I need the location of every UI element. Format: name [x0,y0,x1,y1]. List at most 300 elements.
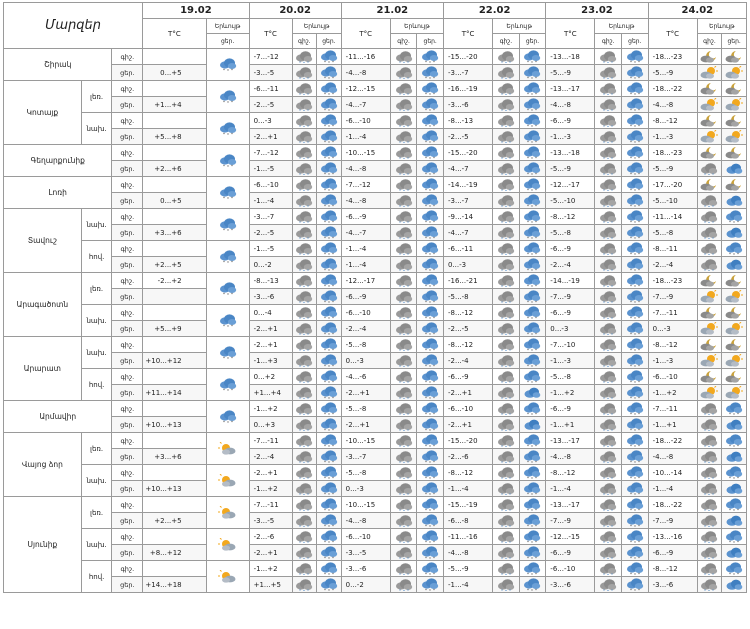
cloud-snow-icon [417,113,444,129]
moon-cloud-icon [722,337,747,353]
temp-20: -6...-10 [249,177,292,193]
cloud-snow-icon [519,193,546,209]
cloud-snow-icon [697,161,722,177]
forecast-row [4,161,747,177]
cloud-snow-icon [292,209,317,225]
sun-cloud-icon [722,321,747,337]
sun-cloud-icon [722,353,747,369]
cloud-snow-icon [622,433,649,449]
forecast-row [4,465,747,481]
cloud-snow-icon [493,497,520,513]
forecast-row [4,49,747,65]
cloud-snow-icon [417,561,444,577]
cloud-snow-icon [417,513,444,529]
temp-22: -2...-5 [443,321,492,337]
temp-19: +2...+6 [143,161,206,177]
temp-21: -6...-10 [341,305,390,321]
temp-22: -2...+1 [443,385,492,401]
cloud-snow-icon [595,369,622,385]
moon-cloud-icon [722,113,747,129]
temp-23: -12...-15 [546,529,595,545]
cloud-snow-icon [417,449,444,465]
cloud-snow-icon [390,321,417,337]
cloud-snow-icon [622,305,649,321]
temp-23: -5...-9 [546,65,595,81]
subregion-name: լեռ. [81,433,112,465]
cloud-snow-icon [722,465,747,481]
region-name: Արմավիր [4,401,112,433]
subregion-name: նախ. [81,113,112,145]
cloud-snow-icon [595,401,622,417]
temp-22: -16...-19 [443,81,492,97]
temp-22: -5...-8 [443,289,492,305]
temp-22: -9...-14 [443,209,492,225]
cloud-snow-icon [417,241,444,257]
cloud-snow-icon [519,401,546,417]
cloud-snow-icon [493,177,520,193]
temp-20: -2...-5 [249,225,292,241]
temp-19 [143,177,206,193]
cloud-snow-icon [417,337,444,353]
cloud-snow-icon [292,161,317,177]
cloud-snow-icon [595,305,622,321]
temp-24: -5...-10 [648,193,697,209]
temp-19 [143,209,206,225]
cloud-snow-icon [390,433,417,449]
cloud-snow-icon [317,145,342,161]
cloud-snow-icon [722,401,747,417]
temp-24: -3...-6 [648,577,697,593]
moon-cloud-icon [722,49,747,65]
night-subheader: գիշ. [595,34,622,49]
cloud-snow-icon [622,449,649,465]
day-subheader: ցեր. [722,34,747,49]
temp-21: -5...-8 [341,337,390,353]
temp-23: -2...-4 [546,257,595,273]
cloud-snow-icon [622,177,649,193]
cloud-snow-icon [493,209,520,225]
cloud-snow-icon [493,113,520,129]
cloud-snow-icon [493,449,520,465]
cloud-snow-icon [292,81,317,97]
cloud-snow-icon [417,353,444,369]
cloud-snow-icon [206,305,249,337]
subregion-name: հով. [81,369,112,401]
cloud-snow-icon [622,481,649,497]
forecast-row [4,577,747,593]
cloud-snow-icon [292,369,317,385]
moon-cloud-icon [722,305,747,321]
forecast-row [4,545,747,561]
temp-22: -4...-7 [443,225,492,241]
cloud-snow-icon [595,449,622,465]
temp-20: -3...-5 [249,65,292,81]
temp-20: -7...-12 [249,49,292,65]
cloud-snow-icon [206,401,249,433]
temp-21: -5...-8 [341,465,390,481]
cloud-snow-icon [595,417,622,433]
cloud-snow-icon [595,241,622,257]
cloud-snow-icon [519,577,546,593]
cloud-snow-icon [390,193,417,209]
temp-19: 0...+5 [143,193,206,209]
temp-21: -4...-7 [341,97,390,113]
subregion-name: հով. [81,561,112,593]
cloud-snow-icon [697,481,722,497]
cloud-snow-icon [622,353,649,369]
cloud-snow-icon [317,49,342,65]
cloud-snow-icon [519,353,546,369]
cloud-snow-icon [595,353,622,369]
temp-20: +1...+5 [249,577,292,593]
cloud-snow-icon [317,385,342,401]
cloud-snow-icon [493,241,520,257]
temp-23: 0...-3 [546,321,595,337]
temp-22: -2...-4 [443,353,492,369]
temp-24: -7...-9 [648,289,697,305]
temp-19: +1...+4 [143,97,206,113]
temp-19 [143,49,206,65]
cloud-snow-icon [292,401,317,417]
temp-21: -4...-6 [341,369,390,385]
cloud-snow-icon [595,161,622,177]
forecast-row [4,65,747,81]
region-name: Շիրակ [4,49,112,81]
temp-20: -2...-5 [249,97,292,113]
cloud-icon [519,417,546,433]
moon-cloud-icon [697,113,722,129]
cloud-snow-icon [493,129,520,145]
sun-cloud-icon [697,129,722,145]
temp-23: -6...-9 [546,401,595,417]
moon-cloud-icon [697,305,722,321]
temp-24: -6...-9 [648,545,697,561]
temp-24: -18...-22 [648,433,697,449]
night-subheader: գիշ. [390,34,417,49]
temp-22: -3...-7 [443,65,492,81]
time-of-day: ցեր. [112,289,143,305]
temp-23: -13...-17 [546,433,595,449]
cloud-snow-icon [292,337,317,353]
cloud-snow-icon [417,289,444,305]
temp-22: -4...-8 [443,545,492,561]
cloud-snow-icon [292,465,317,481]
temp-23: -6...-9 [546,113,595,129]
forecast-row [4,113,747,129]
cloud-snow-icon [595,145,622,161]
temp-21: -4...-8 [341,513,390,529]
cloud-snow-icon [292,385,317,401]
cloud-snow-icon [622,209,649,225]
temp-21: 0...-3 [341,481,390,497]
temp-21: -12...-15 [341,81,390,97]
phenomenon-header: Երևույթ [292,19,341,34]
temp-22: -15...-20 [443,145,492,161]
cloud-snow-icon [519,513,546,529]
cloud-snow-icon [493,337,520,353]
cloud-snow-icon [390,529,417,545]
cloud-snow-icon [390,577,417,593]
cloud-snow-icon [417,385,444,401]
temp-22: -11...-16 [443,529,492,545]
cloud-snow-icon [417,465,444,481]
phenomenon-header: Երևույթ [206,19,249,34]
cloud-icon [722,545,747,561]
temp-23: -1...-3 [546,353,595,369]
forecast-row [4,529,747,545]
sun-cloud-icon [206,433,249,465]
region-name: Արարատ [4,337,82,401]
temp-19: +5...+9 [143,321,206,337]
forecast-row [4,385,747,401]
temp-21: -12...-17 [341,273,390,289]
temp-19: +11...+14 [143,385,206,401]
cloud-snow-icon [417,401,444,417]
cloud-snow-icon [390,481,417,497]
temp-21: -6...-9 [341,289,390,305]
time-of-day: ցեր. [112,193,143,209]
cloud-snow-icon [595,513,622,529]
temp-22: -15...-20 [443,49,492,65]
cloud-snow-icon [519,561,546,577]
time-of-day: ցեր. [112,481,143,497]
cloud-snow-icon [493,401,520,417]
cloud-snow-icon [317,481,342,497]
temp-22: -16...-21 [443,273,492,289]
cloud-snow-icon [390,353,417,369]
night-subheader: գիշ. [292,34,317,49]
time-of-day: գիշ. [112,369,143,385]
subregion-name: նախ. [81,337,112,369]
cloud-snow-icon [622,561,649,577]
cloud-snow-icon [622,129,649,145]
temp-24: -5...-8 [648,225,697,241]
cloud-snow-icon [519,337,546,353]
moon-cloud-icon [697,369,722,385]
cloud-snow-icon [206,337,249,369]
phenomenon-header: Երևույթ [595,19,648,34]
cloud-snow-icon [292,353,317,369]
temp-24: -2...-4 [648,257,697,273]
cloud-snow-icon [317,289,342,305]
cloud-snow-icon [390,497,417,513]
temp-21: -2...-4 [341,321,390,337]
forecast-row [4,145,747,161]
cloud-snow-icon [697,209,722,225]
cloud-snow-icon [390,129,417,145]
temp-19 [143,289,206,305]
temp-24: -6...-10 [648,369,697,385]
cloud-snow-icon [317,209,342,225]
temp-22: -8...-12 [443,305,492,321]
temp-23: -5...-8 [546,369,595,385]
cloud-snow-icon [519,49,546,65]
forecast-row [4,193,747,209]
cloud-snow-icon [390,305,417,321]
cloud-snow-icon [493,433,520,449]
temp-23: -8...-12 [546,209,595,225]
cloud-snow-icon [493,305,520,321]
cloud-snow-icon [697,497,722,513]
cloud-snow-icon [595,385,622,401]
temp-22: -2...+1 [443,417,492,433]
temp-21: -5...-8 [341,401,390,417]
cloud-snow-icon [622,545,649,561]
time-of-day: գիշ. [112,241,143,257]
time-of-day: ցեր. [112,577,143,593]
time-of-day: գիշ. [112,177,143,193]
temp-19 [143,241,206,257]
temp-19 [143,305,206,321]
temp-19: +10...+13 [143,481,206,497]
forecast-table [3,2,747,593]
cloud-snow-icon [622,193,649,209]
temp-19: +3...+6 [143,449,206,465]
forecast-row [4,305,747,321]
cloud-snow-icon [519,161,546,177]
temp-19 [143,145,206,161]
temp-23: -6...-9 [546,241,595,257]
cloud-icon [722,225,747,241]
region-name: Լոռի [4,177,112,209]
cloud-snow-icon [493,481,520,497]
cloud-snow-icon [697,257,722,273]
cloud-snow-icon [317,305,342,321]
cloud-snow-icon [292,65,317,81]
cloud-snow-icon [595,193,622,209]
temp-24: -7...-9 [648,513,697,529]
temp-24: -8...-11 [648,241,697,257]
cloud-snow-icon [595,321,622,337]
temp-20: 0...+3 [249,417,292,433]
temp-22: -2...-6 [443,449,492,465]
cloud-snow-icon [390,417,417,433]
temp-24: -13...-16 [648,529,697,545]
cloud-snow-icon [622,337,649,353]
forecast-row [4,257,747,273]
cloud-snow-icon [417,545,444,561]
temp-19: +10...+13 [143,417,206,433]
cloud-snow-icon [622,225,649,241]
phenomenon-header: Երևույթ [390,19,443,34]
temp-20: -1...+2 [249,561,292,577]
cloud-snow-icon [292,273,317,289]
temp-20: -2...+1 [249,321,292,337]
temp-21: -2...+1 [341,417,390,433]
temp-header: T°C [143,19,206,49]
cloud-snow-icon [292,257,317,273]
cloud-snow-icon [317,561,342,577]
temp-23: -5...-9 [546,161,595,177]
forecast-row [4,81,747,97]
cloud-snow-icon [417,225,444,241]
forecast-row [4,449,747,465]
cloud-snow-icon [317,401,342,417]
time-of-day: գիշ. [112,209,143,225]
cloud-snow-icon [317,353,342,369]
cloud-snow-icon [697,449,722,465]
temp-24: -17...-20 [648,177,697,193]
forecast-row [4,337,747,353]
temp-24: -18...-22 [648,497,697,513]
temp-19: +2...+5 [143,257,206,273]
cloud-snow-icon [317,577,342,593]
subregion-name: նախ. [81,465,112,497]
cloud-snow-icon [595,465,622,481]
time-of-day: ցեր. [112,321,143,337]
cloud-icon [519,385,546,401]
temp-22: -5...-9 [443,561,492,577]
cloud-snow-icon [697,193,722,209]
cloud-snow-icon [292,97,317,113]
temp-22: 0...-3 [443,257,492,273]
region-name: Վայոց ձոր [4,433,82,497]
temp-21: -4...-7 [341,225,390,241]
cloud-snow-icon [317,225,342,241]
cloud-snow-icon [722,209,747,225]
cloud-snow-icon [390,177,417,193]
temp-20: -3...-7 [249,209,292,225]
temp-19: +5...+8 [143,129,206,145]
cloud-snow-icon [519,209,546,225]
temp-23: -6...-10 [546,561,595,577]
temp-24: 0...-3 [648,321,697,337]
cloud-snow-icon [390,209,417,225]
subregion-name: հով. [81,241,112,273]
temp-header: T°C [648,19,697,49]
temp-20: 0...-3 [249,113,292,129]
temp-22: -15...-20 [443,433,492,449]
date-header-20: 20.02 [249,3,341,19]
temp-header: T°C [546,19,595,49]
cloud-snow-icon [390,449,417,465]
cloud-snow-icon [519,97,546,113]
temp-20: +1...+4 [249,385,292,401]
sun-cloud-icon [206,497,249,529]
temp-20: -1...-5 [249,241,292,257]
temp-20: -2...+1 [249,465,292,481]
cloud-snow-icon [493,257,520,273]
cloud-snow-icon [317,257,342,273]
cloud-snow-icon [206,49,249,81]
moon-cloud-icon [722,369,747,385]
cloud-snow-icon [622,577,649,593]
temp-21: -1...-4 [341,241,390,257]
cloud-snow-icon [622,529,649,545]
time-of-day: գիշ. [112,465,143,481]
temp-24: -10...-14 [648,465,697,481]
cloud-snow-icon [292,545,317,561]
cloud-snow-icon [622,417,649,433]
cloud-snow-icon [595,113,622,129]
temp-22: -6...-11 [443,241,492,257]
time-of-day: ցեր. [112,225,143,241]
region-name: Արագածոտն [4,273,82,337]
cloud-snow-icon [317,417,342,433]
temp-21: -4...-8 [341,161,390,177]
cloud-snow-icon [595,225,622,241]
cloud-snow-icon [595,129,622,145]
forecast-row [4,273,747,289]
subregion-name: լեռ. [81,273,112,305]
phenomenon-header: Երևույթ [697,19,746,34]
temp-22: -15...-19 [443,497,492,513]
cloud-snow-icon [317,97,342,113]
cloud-snow-icon [317,161,342,177]
time-of-day: գիշ. [112,401,143,417]
cloud-snow-icon [292,433,317,449]
temp-23: -3...-6 [546,577,595,593]
